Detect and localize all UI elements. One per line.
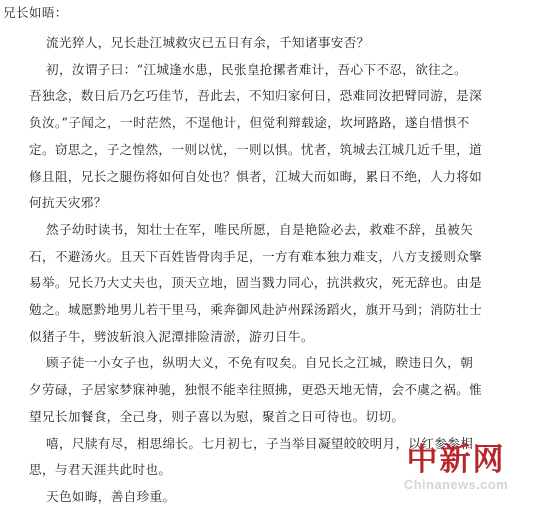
paragraph-line: 流光猝人，兄长赴江城救灾已五日有余，千知诸事安否？: [46, 35, 370, 50]
watermark-logo: 中新网: [406, 442, 506, 478]
paragraph-line: 修且阻，兄长之腿伤将如何自处也？惧者，江城大而如晦，累日不绝，人力将如: [29, 169, 483, 184]
paragraph-line: 然子幼时读书，知壮士在军，唯民所愿，自是艳险必去，救难不辞，虽被矢: [46, 222, 474, 237]
paragraph-line: 望兄长加餐食，全己身，则子喜以为慰，聚首之日可待也。切切。: [29, 409, 405, 424]
paragraph-line: 石，不避汤火。且天下百姓皆骨肉手足，一方有难本独力难支，八方支援则众擎: [29, 249, 483, 264]
paragraph-line: 何抗天灾邪？: [29, 195, 107, 210]
paragraph-line: 初，汝谓子曰：“江城逢水患，民张皇抢摞者难计，吾心下不忍，欲往之。: [46, 62, 467, 77]
paragraph-line: 定。窃思之，子之惶然，一则以忧，一则以惧。忧者，筑城去江城几近千里，道: [29, 142, 483, 157]
watermark-url: Chinanews.com: [403, 477, 509, 492]
paragraph-line: 易举。兄长乃大丈夫也，顶天立地，固当戮力同心，抗洪救灾，死无辞也。由是: [29, 275, 483, 290]
watermark: [386, 443, 526, 503]
paragraph-line: 思，与君天涯共此时也。: [29, 462, 172, 477]
paragraph-line: 勉之。城愿黔地男儿若干里马，乘奔御风赴泸州踩汤蹈火，旗开马到；消防壮士: [29, 302, 483, 317]
paragraph-line: 吾独念，数日后乃乞巧佳节，吾此去，不知归家何日，恐难同汝把臂同游，是深: [29, 88, 483, 103]
paragraph-line: 夕劳碌，子居家梦寐神驰，独恨不能幸往照拂，更恐天地无情，会不虞之祸。惟: [29, 382, 483, 397]
paragraph-line: 似猪子牛，劈波斩浪入泥潭排险清淤，游刃日牛。: [29, 329, 314, 344]
paragraph-line: 嘻，尺牍有尽，相思绵长。七月初七，子当举目凝望皎皎明月，以红参参相: [46, 436, 474, 451]
paragraph-line: 天色如晦，善自珍重。: [46, 489, 176, 504]
paragraph-line: 负汝。”子闻之，一时茫然，不逞他计，但觉利辩载途，坎坷路路，遂自惜惧不: [29, 115, 470, 130]
paragraph-line: 顾子徒一小女子也，纵明大义，不免有叹矣。自兄长之江城，睽违日久，朝: [46, 355, 474, 370]
letter-salutation: 兄长如晤：: [3, 5, 68, 20]
